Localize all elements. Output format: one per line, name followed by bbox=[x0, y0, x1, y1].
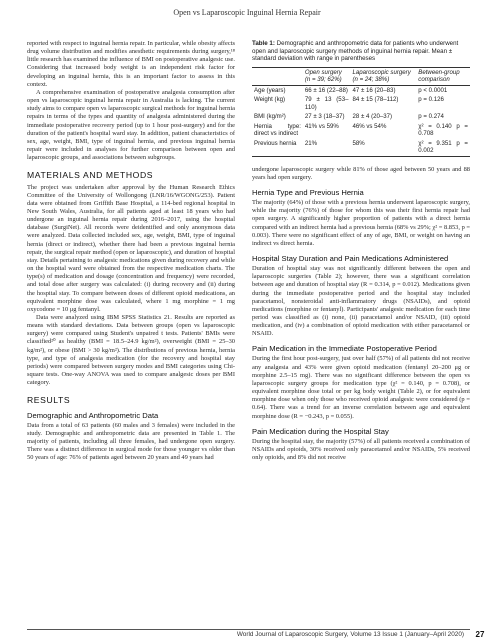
table-caption-text: Demographic and anthropometric data for patients who underwent open and laparoscopic surgery methods of inguinal hernia repair. Mean ± standard deviation with range in parentheses bbox=[252, 40, 459, 63]
hospital-heading: Pain Medication during the Hospital Stay bbox=[252, 426, 389, 436]
hernia-paragraph: The majority (64%) of those with a previous hernia underwent laparoscopic surgery, while the majority (76%) of those for whom this was their first hernia repair had open surgery. A significantly higher proportion of patients with a direct hernia compared with an indirect hernia had a previous hernia (68% vs 29%; χ² = 8.853, p = 0.003). There were no significant effect of any of age, BMI, or weight on having an indirect vs direct hernia. bbox=[252, 199, 470, 247]
table-cell: Previous hernia bbox=[252, 139, 303, 157]
table-caption-label: Table 1: bbox=[252, 40, 275, 47]
table-cell: χ² = 9.351 p = 0.002 bbox=[418, 139, 468, 155]
table-cell: p = 0.274 bbox=[418, 113, 444, 121]
table-cell: 79 ± 13 (53–110) bbox=[304, 96, 349, 111]
table-cell: 47 ± 16 (20–83) bbox=[352, 86, 396, 94]
table-cell: 84 ± 15 (78–112) bbox=[352, 96, 399, 104]
continuation-paragraph: undergone laparoscopic surgery while 81% of those aged between 50 years and 88 years had open surgery. bbox=[252, 165, 470, 181]
footer-rule bbox=[27, 629, 470, 630]
hospital-paragraph: During the hospital stay, the majority (57%) of all patients received a combination of NSAIDs and opioids, 30% received only paracetamol and/or NSAIDs, 5% received only opioids, and 8% did not receive bbox=[252, 437, 470, 461]
table-cell: 66 ± 16 (22–88) bbox=[304, 86, 348, 94]
table-cell: Age (years) bbox=[254, 86, 286, 94]
table-cell: 41% vs 59% bbox=[304, 122, 339, 130]
methods-paragraph: Data were analyzed using IBM SPSS Statistics 21. Results are reported as means with standard deviations. Data between groups (open vs laparoscopic surgery) were compared using Student's unpaired t tests. Patients' BMIs were classified²⁰ as healthy (BMI = 18.5–24.9 kg/m²), overweight (BMI = 25–30 kg/m²), or obese (BMI > 30 kg/m²). The distributions of previous hernia, hernia type, and type of analgesia medication (for the recovery and hospital stay periods) were compared between surgery modes and BMI categories using Chi-square tests. One-way ANOVA was used to compare analgesic doses per BMI category. bbox=[27, 314, 235, 387]
table-cell: Hernia type: direct vs indirect bbox=[254, 122, 301, 138]
table-caption bbox=[252, 40, 470, 63]
table-row bbox=[252, 112, 470, 122]
table-1 bbox=[252, 67, 470, 157]
table-cell: 21% bbox=[303, 139, 351, 157]
footer-journal: World Journal of Laparoscopic Surgery, Volume 13 Issue 1 (January–April 2020) bbox=[236, 631, 464, 638]
table-row bbox=[252, 139, 470, 157]
right-column bbox=[252, 40, 470, 462]
table-header-cell: Laparoscopic surgery (n = 24; 38%) bbox=[350, 67, 416, 85]
table-header-cell: Between-group comparison bbox=[416, 67, 470, 85]
immediate-paragraph: During the first hour post-surgery, just over half (57%) of all patients did not receive any analgesia and 43% were given opioid medication (fentanyl 20–200 μg or morphine 2.5–15 mg). There was no significant difference between the open vs laparoscopic surgery groups for medication type (χ² = 0.140, p = 0.708), or equivalent morphine dose total or per kg body weight (Table 2), or for equivalent morphine dose when only those who received opioid analgesic were considered (p = 0.64). There was a trend for an inverse correlation between age and equivalent morphine dose (R = −0.243, p = 0.055). bbox=[252, 355, 470, 420]
duration-heading: Hospital Stay Duration and Pain Medications Administered bbox=[252, 254, 449, 264]
demographic-paragraph: Data from a total of 63 patients (60 males and 3 females) were included in the study. Demographic and anthropometric data are presented in Table 1. The majority of patients, including all three females, had undergone open surgery. There was a distinct difference in surgical mode for those younger vs older than 50 years of age: 76% of patients aged between 20 years and 49 years had bbox=[27, 421, 235, 462]
table-row bbox=[252, 122, 470, 139]
page-number: 27 bbox=[475, 630, 485, 639]
methods-heading: MATERIALS AND METHODS bbox=[27, 170, 154, 181]
immediate-heading: Pain Medication in the Immediate Postoperative Period bbox=[252, 344, 437, 354]
running-head: Open vs Laparoscopic Inguinal Hernia Repair bbox=[173, 8, 321, 17]
table-cell: Weight (kg) bbox=[254, 96, 286, 104]
methods-paragraph: The project was undertaken after approval by the Human Research Ethics Committee of the University of Wollongong (LNR/16/WGONG/253). Patient data were obtained from Griffith Base Hospital, a 114-bed regional hospital in New South Wales, Australia, for all patients aged at least 18 years who had undergone an inguinal hernia repair during 2016–2017, using the hospital database (SurgiNet). All records were deidentified and only anonymous data were analyzed. Data collected included sex, age, weight, BMI, type of inguinal hernia (direct or indirect), whether there had been a previous inguinal hernia repair, the surgical repair method (open or laparoscopic), and duration of hospital stay. Details pertaining to analgesic medications given during recovery and while on the hospital ward were obtained from the respective medication charts. The type(s) of medication and dosage (concentration and frequency) were recorded, and total dose after surgery was calculated: (i) during recovery and (ii) during the hospital stay. To compare between doses of different opioid medications, an equivalent morphine dose was calculated, where 1 mg morphine = 1 mg oxycodone = 10 μg fentanyl. bbox=[27, 183, 235, 313]
duration-paragraph: Duration of hospital stay was not significantly different between the open and laparoscopic surgeries (Table 2); however, there was a significant correlation between age and duration of hospital stay (R = 0.314, p = 0.012). Medications given during the immediate postoperative period and the hospital stay included paracetamol, nonsteroidal anti-inflammatory drugs (NSAIDs), and opioid medications (morphine or fentanyl). Participants' analgesic medication for each time period was classified as (i) none, (ii) paracetamol and/or NSAID, (iii) opioid medication, and (iv) a combination of opioid medication with either paracetamol or NSAID. bbox=[252, 265, 470, 338]
table-cell: 28 ± 4 (20–37) bbox=[352, 113, 393, 121]
table-header-cell: Open surgery (n = 39; 62%) bbox=[303, 67, 351, 85]
demographic-heading: Demographic and Anthropometric Data bbox=[27, 410, 159, 420]
table-cell: χ² = 0.140 p = 0.708 bbox=[418, 122, 468, 138]
hernia-heading: Hernia Type and Previous Hernia bbox=[252, 188, 364, 198]
results-heading: RESULTS bbox=[27, 395, 71, 406]
table-row bbox=[252, 85, 470, 95]
table-cell: BMI (kg/m²) bbox=[254, 113, 286, 121]
table-cell: 46% vs 54% bbox=[352, 122, 387, 130]
table-cell: p < 0.0001 bbox=[418, 86, 448, 94]
intro-paragraph: reported with respect to inguinal hernia repair. In particular, while obesity affects drug volume distribution and modifies anesthetic requirements during surgery,¹⁸ little research has examined the influence of BMI on postoperative analgesic use. Considering that increased body weight is an independent risk factor for developing an inguinal hernia, this is an important factor to assess in this context. bbox=[27, 40, 235, 88]
left-column bbox=[27, 40, 235, 462]
table-header-cell bbox=[252, 67, 303, 85]
table-row bbox=[252, 95, 470, 112]
table-cell: 58% bbox=[350, 139, 416, 157]
intro-paragraph: A comprehensive examination of postoperative analgesia consumption after open vs laparoscopic inguinal hernia repair in Australia is lacking. The current study aims to compare open vs laparoscopic surgical methods for inguinal hernia repairs in terms of the types and quantity of analgesia administered during the immediate postoperative recovery period (up to 1 hour post-surgery) and for the duration of the patient's hospital ward stay. In addition, patient characteristics of sex, age, weight, BMI, type of inguinal hernia, and previous inguinal hernia repair were included in analyses for further comparison between open and laparoscopic groups, and associations between subgroups. bbox=[27, 88, 235, 162]
table-cell: p = 0.126 bbox=[418, 96, 444, 104]
table-cell: 27 ± 3 (18–37) bbox=[304, 113, 345, 121]
